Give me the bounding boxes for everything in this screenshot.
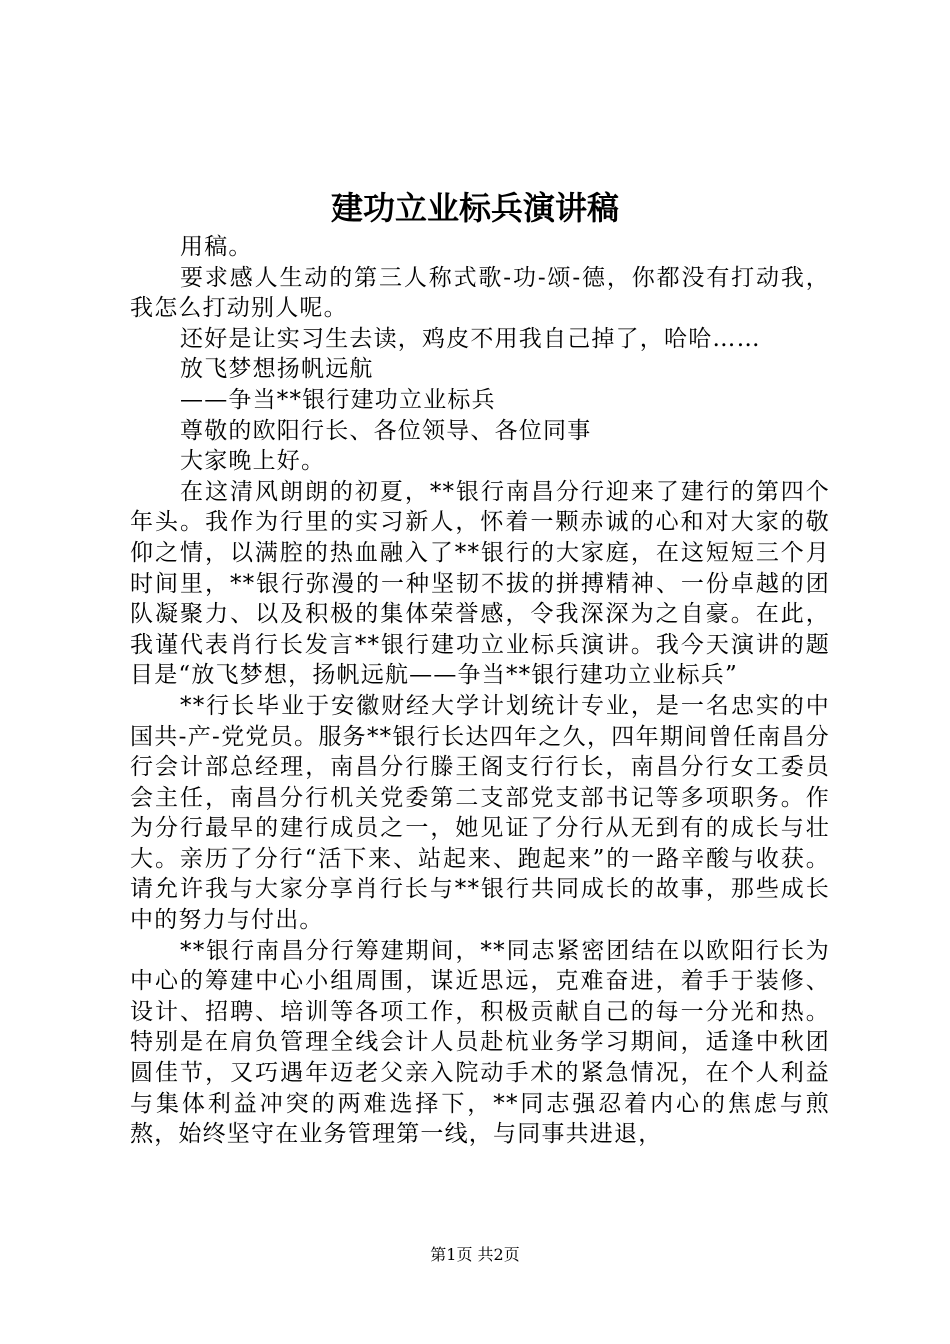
paragraph: 要求感人生动的第三人称式歌-功-颂-德，你都没有打动我，我怎么打动别人呢。 [130, 264, 830, 322]
paragraph: **银行南昌分行筹建期间，**同志紧密团结在以欧阳行长为中心的筹建中心小组周围，谋近思远，克难奋进，着手于装修、设计、招聘、培训等各项工作，积极贡献自己的每一分光和热。特别是在肩负管理全线会计人员赴杭业务学习期间，适逢中秋团圆佳节，又巧遇年迈老父亲入院动手术的紧急情况，在个人利益与集体利益冲突的两难选择下，**同志强忍着内心的焦虑与煎熬，始终坚守在业务管理第一线，与同事共进退， [130, 937, 830, 1148]
page-footer: 第1页 共2页 [430, 1245, 520, 1264]
speech-subtitle: ——争当**银行建功立业标兵 [180, 386, 496, 413]
paragraph: **行长毕业于安徽财经大学计划统计专业，是一名忠实的中国共-产-党党员。服务**银行长达四年之久，四年期间曾任南昌分行会计部总经理，南昌分行滕王阁支行行长，南昌分行女工委员会主任，南昌分行机关党委第二支部党支部书记等多项职务。作为分行最早的建行成员之一，她见证了分行从无到有的成长与壮大。亲历了分行“活下来、站起来、跑起来”的一路辛酸与收获。请允许我与大家分享肖行长与**银行共同成长的故事，那些成长中的努力与付出。 [130, 692, 830, 934]
paragraph: 在这清风朗朗的初夏，**银行南昌分行迎来了建行的第四个年头。我作为行里的实习新人，怀着一颗赤诚的心和对大家的敬仰之情，以满腔的热血融入了**银行的大家庭，在这短短三个月时间里，**银行弥漫的一种坚韧不拔的拼搏精神、一份卓越的团队凝聚力、以及积极的集体荣誉感，令我深深为之自豪。在此，我谨代表肖行长发言**银行建功立业标兵演讲。我今天演讲的题目是“放飞梦想，扬帆远航——争当**银行建功立业标兵” [130, 478, 830, 689]
paragraph: 用稿。 [180, 234, 253, 260]
document-body [130, 232, 830, 1150]
document-title: 建功立业标兵演讲稿 [330, 189, 619, 227]
greeting: 大家晚上好。 [180, 448, 326, 475]
speech-title: 放飞梦想扬帆远航 [180, 356, 374, 383]
salutation: 尊敬的欧阳行长、各位领导、各位同事 [180, 417, 592, 444]
paragraph: 还好是让实习生去读，鸡皮不用我自己掉了，哈哈…… [180, 325, 761, 352]
